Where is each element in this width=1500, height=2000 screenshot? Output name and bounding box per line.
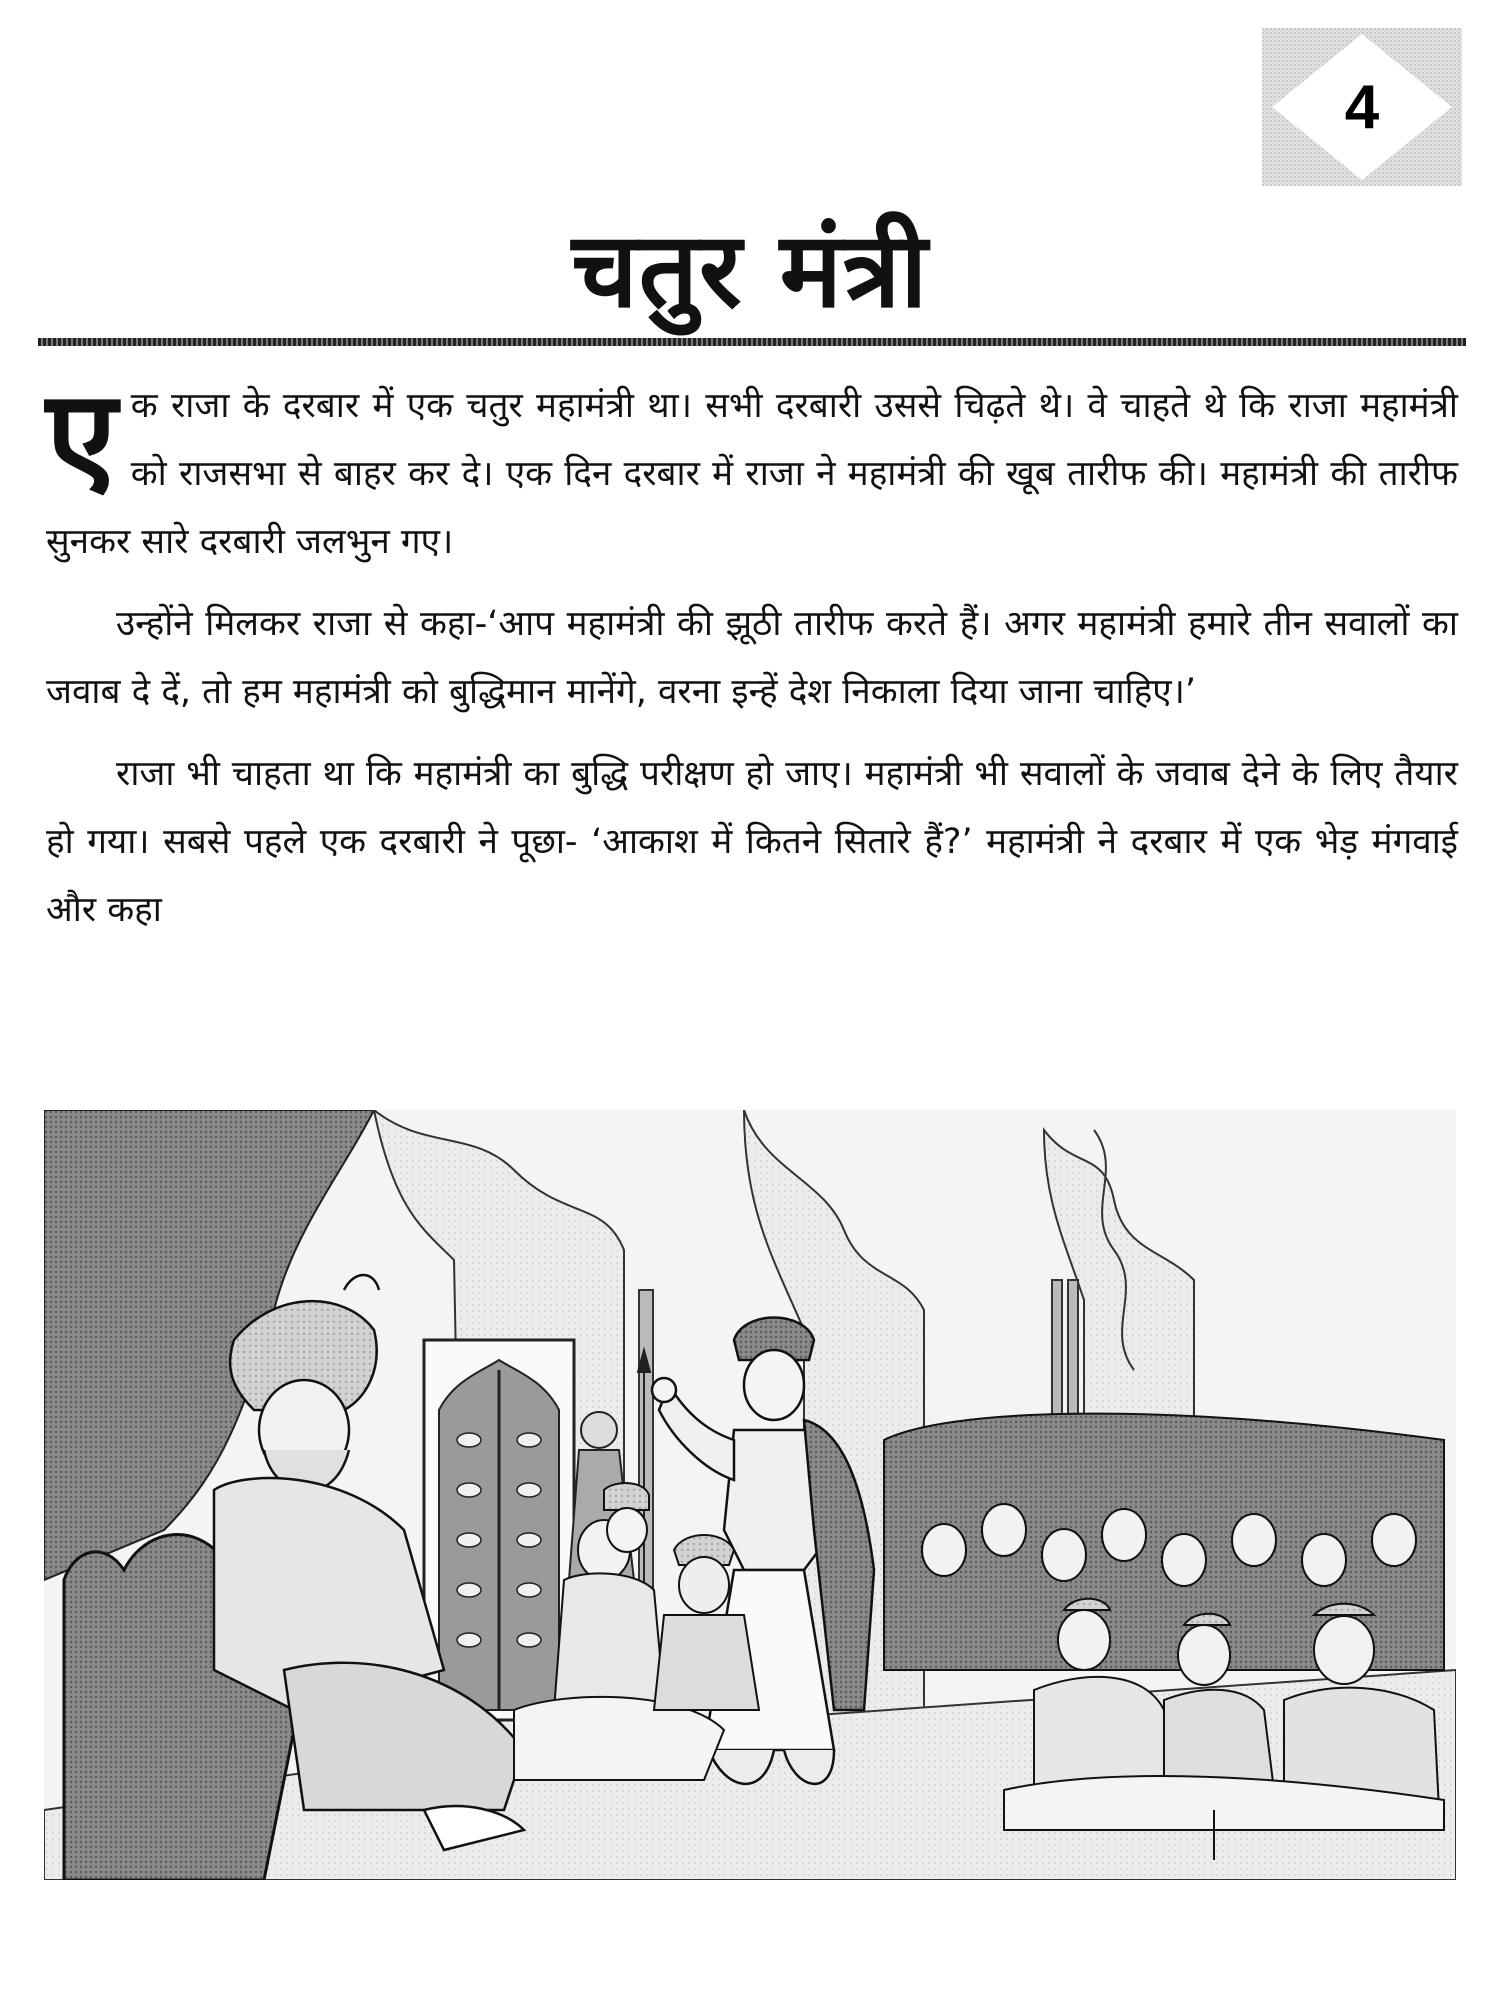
- paragraph-2: उन्होंने मिलकर राजा से कहा-‘आप महामंत्री की झूठी तारीफ करते हैं। अगर महामंत्री हमारे तीन सवालों का जवाब दे दें, तो हम महामंत्री को बुद्धिमान मानेंगे, वरना इन्हें देश निकाला दिया जाना चाहिए।’: [46, 604, 1458, 712]
- chapter-number: 4: [1344, 72, 1380, 142]
- dropcap-letter: ए: [46, 362, 117, 512]
- story-text: [46, 362, 1458, 958]
- page-title: चतुर मंत्री: [571, 209, 929, 331]
- chapter-badge: [1262, 28, 1462, 186]
- paragraph-1-text: क राजा के दरबार में एक चतुर महामंत्री था। सभी दरबारी उससे चिढ़ते थे। वे चाहते थे कि राजा महामंत्री को राजसभा से बाहर कर दे। एक दिन दरबार में राजा ने महामंत्री की खूब तारीफ की। महामंत्री की तारीफ सुनकर सारे दरबारी जलभुन गए।: [46, 386, 1458, 562]
- title-divider: [38, 338, 1466, 346]
- court-scene-illustration: [44, 1110, 1456, 1880]
- paragraph-3: राजा भी चाहता था कि महामंत्री का बुद्धि परीक्षण हो जाए। महामंत्री भी सवालों के जवाब देने के लिए तैयार हो गया। सबसे पहले एक दरबारी ने पूछा- ‘आकाश में कितने सितारे हैं?’ महामंत्री ने दरबार में एक भेड़ मंगवाई और कहा: [46, 754, 1458, 930]
- paragraph-1: [46, 362, 1458, 576]
- court-scene-icon: [44, 1110, 1456, 1880]
